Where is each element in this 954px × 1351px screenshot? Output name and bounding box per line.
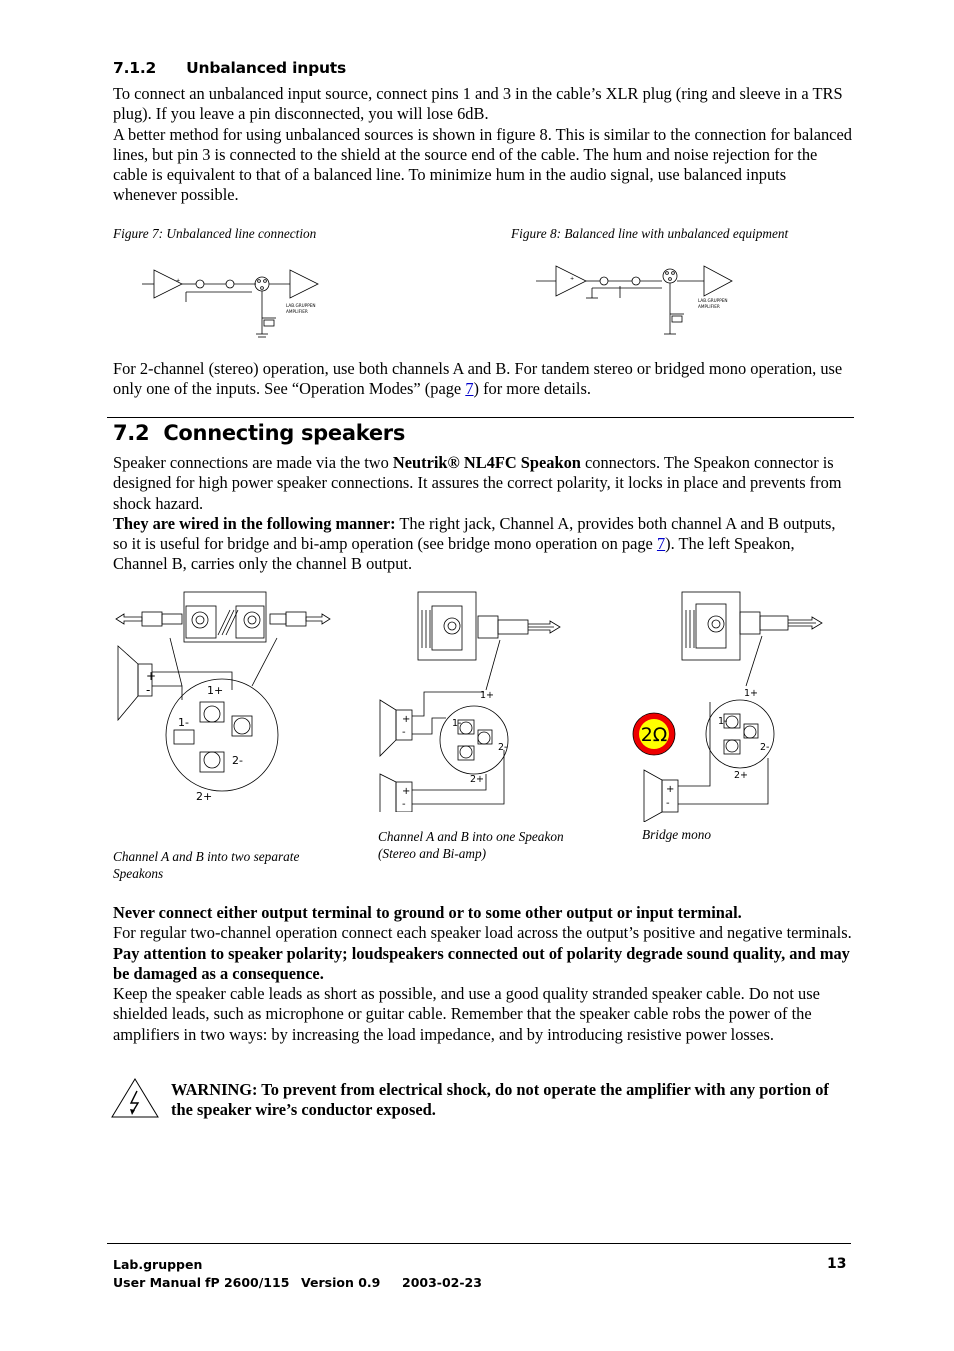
figure-8-caption: Figure 8: Balanced line with unbalanced equipment — [511, 226, 789, 241]
subsection-title: Unbalanced inputs — [186, 59, 347, 77]
ground-warning: Never connect either output terminal to ground or to some other output or input terminal. — [113, 903, 742, 922]
pin-label-plus: + — [666, 784, 675, 795]
footer-manual-label: User Manual — [113, 1275, 201, 1290]
pin-label-1minus: 1- — [178, 716, 189, 729]
speakers-paragraphs — [113, 453, 853, 575]
paragraph: Speaker connections are made via the two Neutrik® NL4FC Speakon connectors. The Speakon connector is designed for high power speaker connections. It assures the correct polarity, it locks in place and prevents from shock hazard. — [113, 453, 842, 513]
speakon-diagram-one-connector — [374, 590, 574, 812]
pin-label-1plus: 1+ — [744, 688, 759, 699]
figure-7-caption: Figure 7: Unbalanced line connection — [113, 226, 317, 241]
footer-model: fP 2600/115 — [205, 1275, 290, 1290]
page-link[interactable]: 7 — [656, 534, 666, 554]
pin-label-minus: - — [402, 799, 406, 810]
pin-label-minus: - — [146, 683, 151, 697]
svg-text:+: + — [176, 278, 181, 284]
diagram-caption-bridge-mono: Bridge mono — [642, 827, 712, 842]
paragraph: They are wired in the following manner: The right jack, Channel A, provides both channel A and B outputs, so it is useful for bridge and bi-amp operation (see bridge mono operation on page 7). The left Speakon, Channel B, carries only the channel B output. — [113, 513, 836, 574]
pin-label-1plus: 1+ — [480, 690, 495, 701]
pin-label-2plus: 2+ — [734, 770, 749, 781]
paragraph: To connect an unbalanced input source, connect pins 1 and 3 in the cable’s XLR plug (ring and sleeve in a TRS plug). If you leave a pin disconnected, you will lose 6dB. — [113, 84, 843, 124]
pin-label-2minus: 2- — [760, 742, 770, 753]
diagram-amp-label: AMPLIFIER — [698, 304, 720, 309]
pin-label-1minus: 1- — [718, 716, 728, 727]
speaker-cable-paragraphs — [113, 903, 858, 1045]
diagram-caption-one-speakon: Channel A and B into one Speakon (Stereo and Bi-amp) — [378, 829, 564, 861]
electric-shock-warning-icon — [110, 1077, 160, 1119]
paragraph: For regular two-channel operation connect each speaker load across the output’s positive and negative terminals. Pay attention to speaker polarity; loudspeakers connected out of polarity degrade sound quality, and may be damaged as a consequence. — [113, 923, 852, 983]
section-divider — [107, 417, 854, 418]
pin-label-1plus: 1+ — [207, 684, 224, 697]
speakon-diagram-two-connectors — [112, 590, 337, 805]
footer-date: 2003-02-23 — [402, 1275, 482, 1290]
ohm-badge-label: 2Ω — [640, 724, 668, 746]
footer-version: Version 0.9 — [301, 1275, 381, 1290]
paragraph: A better method for using unbalanced sources is shown in figure 8. This is similar to the connection for balanced lines, but pin 3 is connected to the shield at the source end of the cable. The hum and noise rejection for the cable is equivalent to that of a balanced line. To minimize hum in the audio signal, use balanced inputs whenever possible. — [113, 124, 852, 205]
pin-label-plus: + — [402, 714, 411, 725]
pin-label-2plus: 2+ — [196, 790, 213, 803]
diagram-amp-label: LAB.GRUPPEN — [698, 298, 728, 303]
pin-label-1minus: 1- — [452, 718, 462, 729]
page-link[interactable]: 7 — [465, 379, 474, 399]
speakon-diagram-bridge-mono — [630, 590, 840, 822]
pin-label-minus: - — [666, 798, 670, 809]
pin-label-2minus: 2- — [498, 742, 508, 753]
subsection-number: 7.1.2 — [113, 59, 157, 77]
section-heading — [113, 421, 405, 445]
subsection-heading — [113, 59, 346, 77]
footer-brand: Lab.gruppen — [113, 1257, 203, 1272]
pin-label-2minus: 2- — [232, 754, 243, 767]
section-number: 7.2 — [113, 421, 150, 445]
figure-8-diagram — [536, 262, 736, 340]
pin-label-minus: - — [402, 727, 406, 738]
section-title: Connecting speakers — [163, 421, 406, 445]
footer-divider — [107, 1243, 851, 1244]
pin-label-2plus: 2+ — [470, 774, 485, 785]
svg-text:+: + — [570, 276, 575, 282]
diagram-amp-label: LAB.GRUPPEN — [286, 303, 316, 308]
diagram-amp-label: AMPLIFIER — [286, 309, 308, 314]
paragraph: Keep the speaker cable leads as short as possible, and use a good quality stranded speaker cable. Do not use shielded leads, such as microphone or guitar cable. Remember that the speaker cable robs the power of the amplifiers in two ways: by increasing the load impedance, and by introducing resistive power losses. — [113, 984, 820, 1044]
pin-label-plus: + — [402, 786, 411, 797]
page-number: 13 — [827, 1256, 847, 1272]
diagram-caption-two-speakons: Channel A and B into two separate Speakons — [113, 849, 300, 881]
shock-warning-text: WARNING: To prevent from electrical shock, do not operate the amplifier with any portion of the speaker wire’s conductor exposed. — [171, 1080, 829, 1120]
operation-modes-paragraph: For 2-channel (stereo) operation, use both channels A and B. For tandem stereo or bridged mono operation, use only one of the inputs. See “Operation Modes” (page 7) for more details. — [113, 359, 843, 399]
unbalanced-paragraphs — [113, 84, 853, 206]
figure-7-diagram — [140, 262, 320, 340]
pin-label-plus: + — [146, 669, 157, 683]
